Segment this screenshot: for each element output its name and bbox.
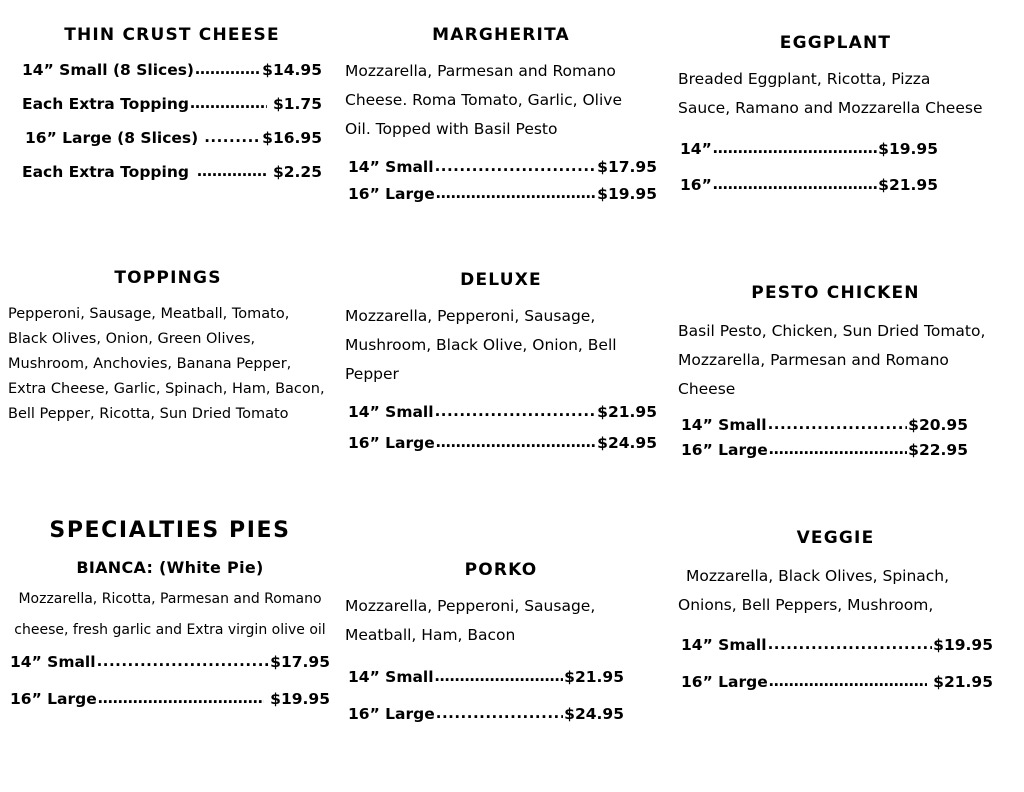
leader-dots	[435, 402, 597, 420]
section-description-porko	[345, 592, 657, 650]
leader-dots	[436, 184, 596, 202]
price-value: $24.95	[597, 434, 657, 452]
price-label: 14” Small	[10, 653, 96, 671]
price-row	[10, 690, 330, 708]
price-label: 14” Small	[348, 403, 434, 421]
description-line: Pepperoni, Sausage, Meatball, Tomato,	[8, 306, 290, 322]
price-label: 16” Large	[681, 673, 768, 691]
price-row	[681, 636, 993, 654]
section-description-pesto-chicken	[678, 317, 993, 404]
section-description-eggplant	[678, 65, 993, 123]
price-label: Each Extra Topping	[22, 163, 189, 181]
description-line: Mushroom, Black Olive, Onion, Bell	[345, 336, 617, 354]
description-line: Extra Cheese, Garlic, Spinach, Ham, Bacon,	[8, 381, 325, 397]
price-value: $19.95	[270, 690, 330, 708]
price-list-eggplant	[678, 140, 938, 194]
description-line: cheese, fresh garlic and Extra virgin olive oil	[14, 622, 326, 638]
price-value: $1.75	[272, 95, 322, 113]
price-value: $22.95	[908, 441, 968, 459]
price-list-porko	[345, 668, 624, 723]
leader-dots	[97, 652, 270, 670]
description-line: Pepper	[345, 365, 399, 383]
description-line: Bell Pepper, Ricotta, Sun Dried Tomato	[8, 406, 289, 422]
description-line: Cheese	[678, 380, 736, 398]
price-label: 14” Small	[681, 636, 767, 654]
price-value: $21.95	[597, 403, 657, 421]
price-row	[22, 95, 322, 113]
section-heading-toppings: TOPPINGS	[114, 268, 222, 288]
price-label: Each Extra Topping	[22, 95, 189, 113]
section-heading-margherita: MARGHERITA	[432, 25, 570, 45]
description-line: Cheese. Roma Tomato, Garlic, Olive	[345, 91, 622, 109]
price-label: 14” Small (8 Slices)	[22, 61, 195, 79]
section-heading-eggplant: EGGPLANT	[779, 33, 892, 53]
description-line: Black Olives, Onion, Green Olives,	[8, 331, 256, 347]
description-line: Onions, Bell Peppers, Mushroom,	[678, 596, 934, 614]
price-label: 16” Large	[681, 441, 768, 459]
section-subheading-bianca: BIANCA: (White Pie)	[76, 558, 264, 577]
price-label: 14” Small	[348, 158, 434, 176]
leader-dots	[436, 704, 563, 722]
description-line: Mozzarella, Pepperoni, Sausage,	[345, 597, 596, 615]
description-line: Mozzarella, Pepperoni, Sausage,	[345, 307, 596, 325]
leader-dots	[769, 672, 927, 690]
price-label: 16”	[680, 176, 712, 194]
description-line: Breaded Eggplant, Ricotta, Pizza	[678, 70, 931, 88]
description-line: Mushroom, Anchovies, Banana Pepper,	[8, 356, 292, 372]
section-heading-veggie: VEGGIE	[796, 528, 875, 548]
price-value: $16.95	[262, 129, 322, 147]
leader-dots	[195, 60, 261, 78]
price-value: $21.95	[933, 673, 993, 691]
price-list-bianca	[10, 653, 330, 708]
price-label: 16” Large	[348, 185, 435, 203]
section-specialties-pies	[10, 518, 330, 708]
price-row	[10, 653, 330, 671]
section-thin-crust-cheese	[22, 25, 322, 181]
description-line: Meatball, Ham, Bacon	[345, 626, 516, 644]
price-list-thin-crust-cheese	[22, 61, 322, 181]
section-eggplant	[678, 33, 993, 194]
price-label: 16” Large	[348, 434, 435, 452]
section-description-margherita	[345, 57, 657, 144]
price-row	[22, 163, 322, 181]
price-label: 16” Large (8 Slices)	[25, 129, 199, 147]
leader-dots	[190, 94, 267, 112]
section-heading-deluxe: DELUXE	[460, 270, 542, 290]
description-line: Mozzarella, Parmesan and Romano	[345, 62, 616, 80]
description-line: Mozzarella, Ricotta, Parmesan and Romano	[18, 591, 322, 607]
price-row	[348, 185, 657, 203]
leader-dots	[204, 128, 261, 146]
price-row	[22, 61, 322, 79]
section-porko	[345, 560, 657, 723]
price-value: $20.95	[908, 416, 968, 434]
price-row	[348, 434, 657, 452]
price-value: $14.95	[262, 61, 322, 79]
price-list-veggie	[678, 636, 993, 691]
section-heading-thin-crust-cheese: THIN CRUST CHEESE	[64, 25, 280, 45]
price-row	[348, 705, 624, 723]
price-value: $24.95	[564, 705, 624, 723]
price-row	[348, 403, 657, 421]
price-value: $19.95	[933, 636, 993, 654]
price-row	[680, 140, 938, 158]
section-veggie	[678, 528, 993, 691]
section-pesto-chicken	[678, 283, 993, 459]
price-row	[22, 129, 322, 147]
price-label: 14”	[680, 140, 712, 158]
price-value: $21.95	[564, 668, 624, 686]
leader-dots	[713, 175, 877, 193]
description-line: Oil. Topped with Basil Pesto	[345, 120, 558, 138]
leader-dots	[769, 440, 907, 458]
price-list-margherita	[345, 158, 657, 203]
price-label: 14” Small	[681, 416, 767, 434]
leader-dots	[435, 667, 564, 685]
price-value: $21.95	[878, 176, 938, 194]
price-row	[681, 673, 993, 691]
leader-dots	[98, 689, 264, 707]
section-description-deluxe	[345, 302, 657, 389]
section-heading-pesto-chicken: PESTO CHICKEN	[751, 283, 920, 303]
leader-dots	[197, 162, 267, 180]
leader-dots	[768, 635, 933, 653]
price-row	[348, 668, 624, 686]
price-row	[681, 416, 968, 434]
price-row	[681, 441, 968, 459]
price-value: $2.25	[272, 163, 322, 181]
price-list-pesto-chicken	[678, 416, 968, 459]
description-line: Basil Pesto, Chicken, Sun Dried Tomato,	[678, 322, 986, 340]
price-list-deluxe	[345, 403, 657, 452]
price-row	[680, 176, 938, 194]
description-line: Mozzarella, Parmesan and Romano	[678, 351, 949, 369]
description-line: Sauce, Ramano and Mozzarella Cheese	[678, 99, 983, 117]
price-value: $19.95	[878, 140, 938, 158]
section-toppings	[8, 268, 328, 427]
section-description-toppings	[8, 302, 328, 427]
price-value: $19.95	[597, 185, 657, 203]
section-margherita	[345, 25, 657, 203]
description-line: Mozzarella, Black Olives, Spinach,	[686, 567, 950, 585]
leader-dots	[435, 157, 597, 175]
leader-dots	[768, 415, 908, 433]
price-row	[348, 158, 657, 176]
section-heading-porko: PORKO	[464, 560, 538, 580]
leader-dots	[436, 433, 596, 451]
price-value: $17.95	[270, 653, 330, 671]
price-label: 16” Large	[10, 690, 97, 708]
price-label: 16” Large	[348, 705, 435, 723]
section-deluxe	[345, 270, 657, 452]
leader-dots	[713, 139, 877, 157]
section-heading-specialties-pies: SPECIALTIES PIES	[49, 518, 291, 543]
section-description-veggie	[678, 562, 993, 620]
price-value: $17.95	[597, 158, 657, 176]
section-description-bianca	[10, 584, 330, 646]
price-label: 14” Small	[348, 668, 434, 686]
